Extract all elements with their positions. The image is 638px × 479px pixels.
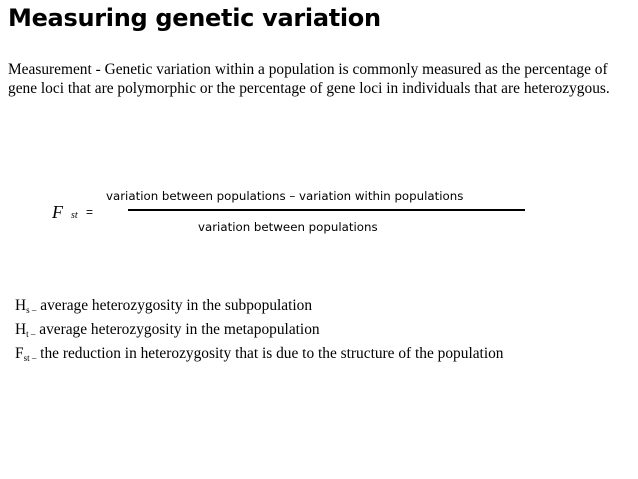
definition-symbol: $F_{st -}$ xyxy=(15,345,37,363)
definition-ht xyxy=(15,320,625,344)
definition-hs xyxy=(15,296,625,320)
formula-symbol: F xyxy=(52,202,63,222)
formula-equals: = xyxy=(86,205,94,219)
definition-symbol: $H_{s -}$ xyxy=(15,297,37,315)
definition-symbol: $H_{t -}$ xyxy=(15,321,36,339)
slide-title: Measuring genetic variation xyxy=(8,4,381,32)
formula-denominator: variation between populations xyxy=(198,220,378,234)
definition-text: average heterozygosity in the metapopulation xyxy=(35,321,320,338)
definition-fst xyxy=(15,344,625,368)
definitions-list xyxy=(15,296,625,368)
fst-formula xyxy=(0,185,638,245)
formula-subscript: st xyxy=(71,210,78,221)
formula-numerator: variation between populations – variation within populations xyxy=(106,189,464,203)
intro-paragraph: Measurement - Genetic variation within a population is commonly measured as the percentage of gene loci that are polymorphic or the percentage of gene loci in individuals that are heterozygous. xyxy=(8,61,610,97)
definition-text: average heterozygosity in the subpopulation xyxy=(36,297,313,314)
fraction-bar xyxy=(128,209,525,211)
definition-text: the reduction in heterozygosity that is due to the structure of the population xyxy=(36,345,504,362)
